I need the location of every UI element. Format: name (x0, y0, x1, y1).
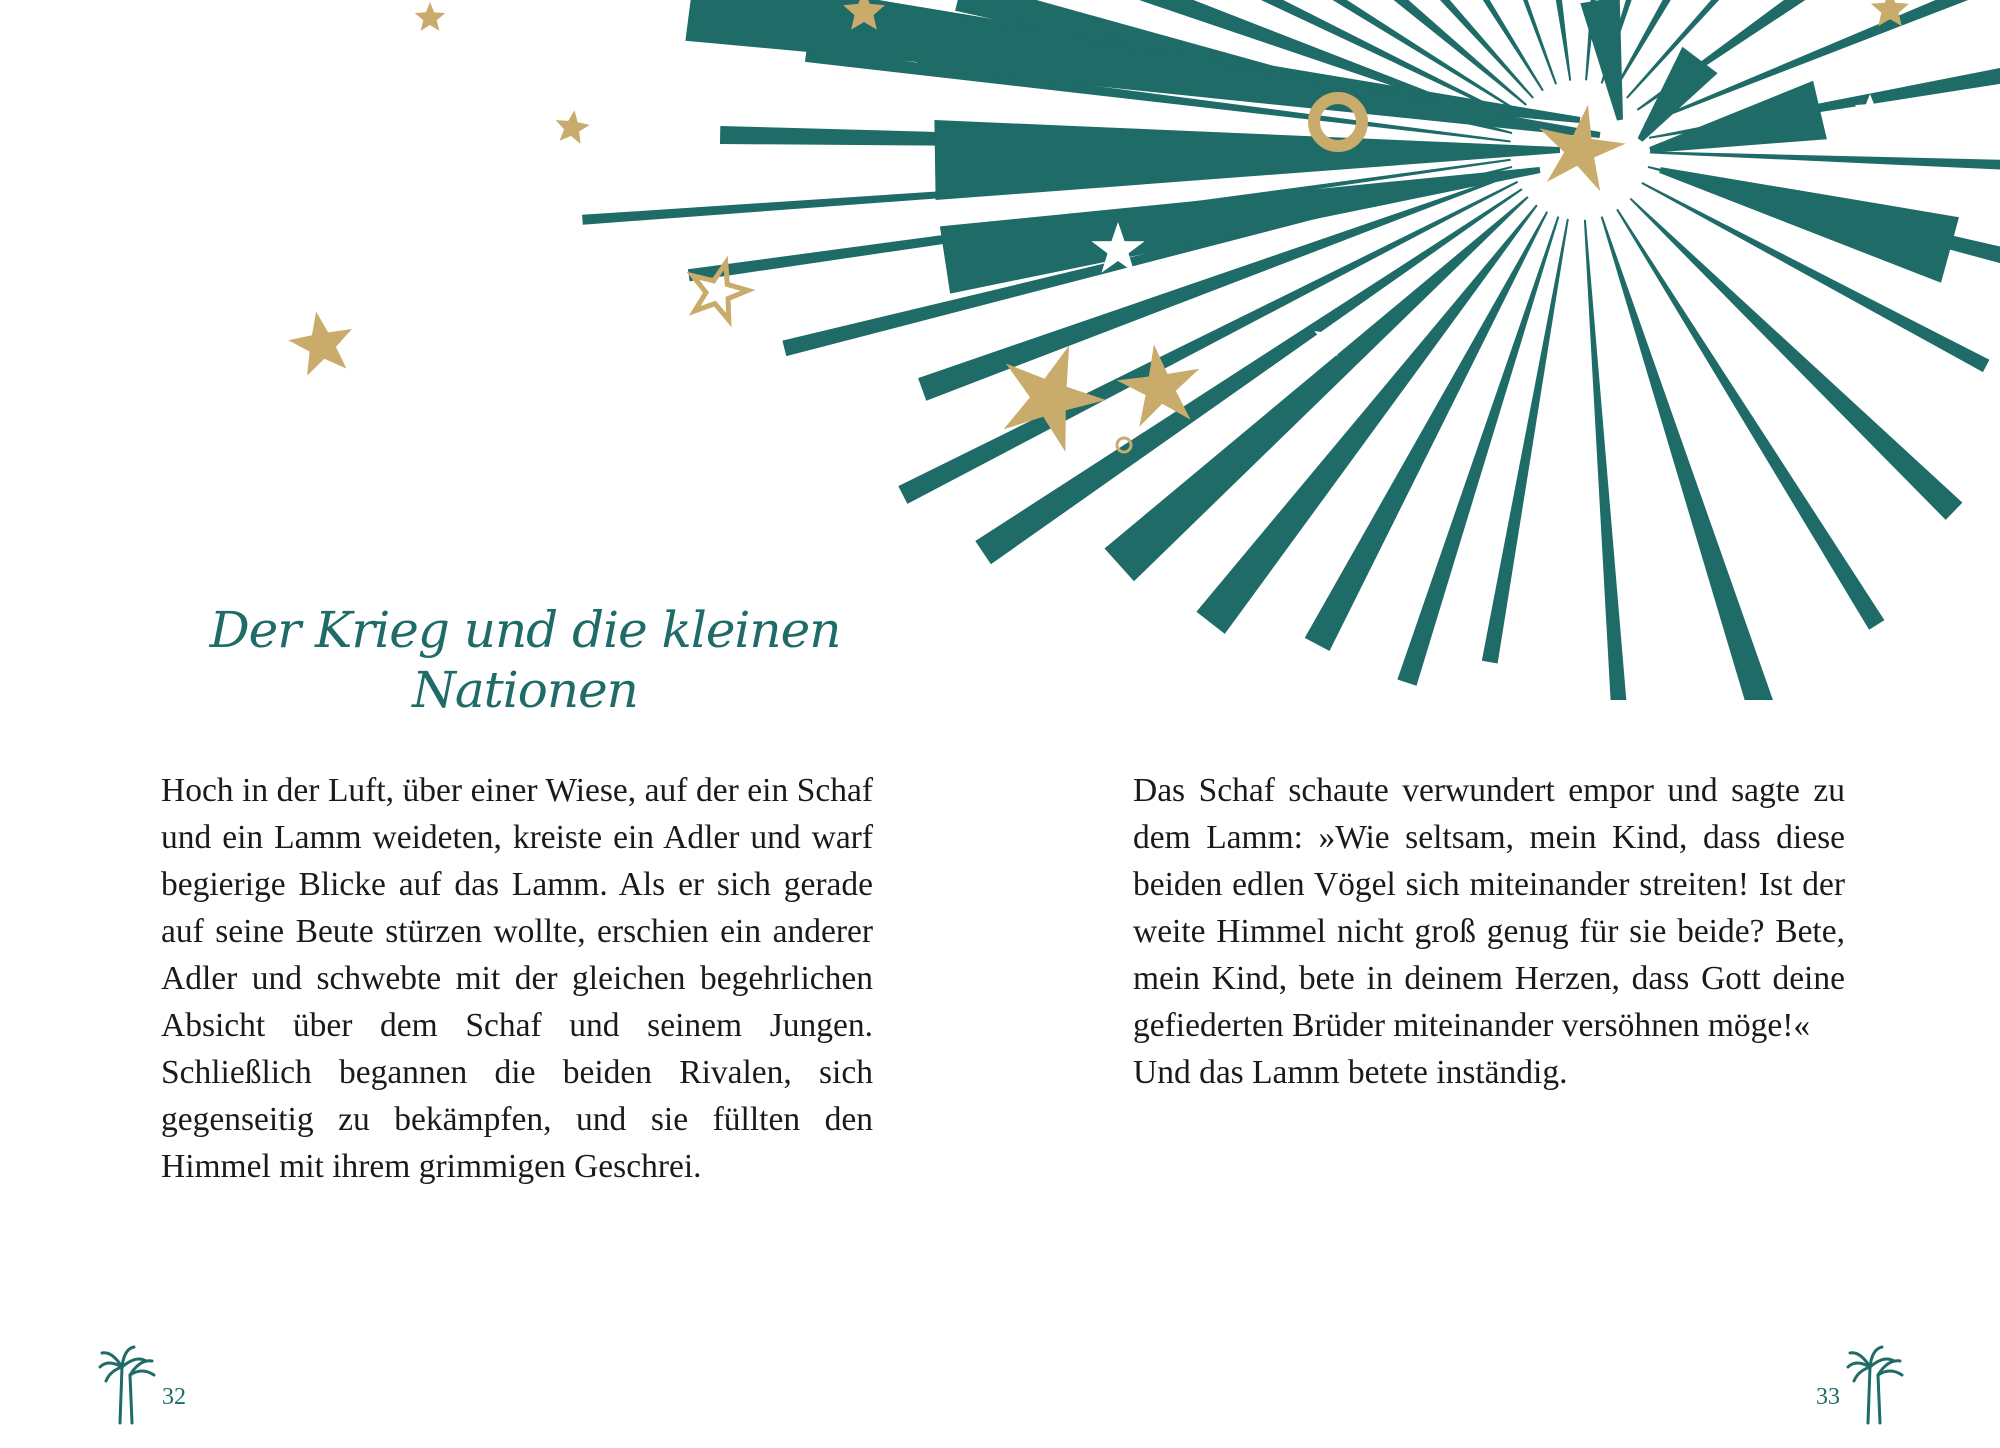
starburst-illustration (0, 0, 2000, 700)
ray (1601, 216, 1779, 700)
star-icon (556, 110, 590, 144)
right-text-column (1133, 767, 1845, 1096)
ray (1616, 209, 1884, 630)
ray (1649, 46, 2000, 138)
left-text-column (161, 767, 873, 1190)
folio-right (1810, 1345, 1904, 1425)
palm-tree-icon (1846, 1345, 1904, 1425)
star-icon (415, 2, 445, 31)
palm-tree-icon (98, 1345, 156, 1425)
ray (1305, 211, 1548, 651)
page-number-left: 32 (162, 1384, 186, 1410)
ray (1482, 219, 1569, 664)
story-title: Der Krieg und die kleinen Nationen (209, 601, 841, 719)
folio-left (98, 1345, 192, 1425)
ray (1650, 151, 2000, 174)
paragraph: Und das Lamm betete inständig. (1133, 1054, 1568, 1091)
page-number-right: 33 (1816, 1384, 1840, 1410)
star-icon (288, 312, 352, 376)
paragraph: Hoch in der Luft, über einer Wiese, auf der ein Schaf und ein Lamm weideten, kreiste ein Adler und warf begierige Blicke auf das Lamm. Als er sich gerade auf seine Beute stürzen wollte, erschien ein anderer Adler und schwebte mit der gleichen begehrlichen Absicht über dem Schaf und seinem Jungen. Schließlich begannen die beiden Rivalen, sich gegenseitig zu bekämpfen, und sie füllten den Himmel mit ihrem grimmigen Geschrei. (161, 772, 873, 1185)
ray (1584, 220, 1627, 700)
paragraph: Das Schaf schaute verwundert empor und sagte zu dem Lamm: »Wie seltsam, mein Kind, dass diese beiden edlen Vögel sich miteinander streiten! Ist der weite Himmel nicht groß genug für sie beide? Bete, mein Kind, bete in deinem Herzen, dass Gott deine gefiederten Brüder miteinander versöhnen möge!« (1133, 772, 1845, 1044)
